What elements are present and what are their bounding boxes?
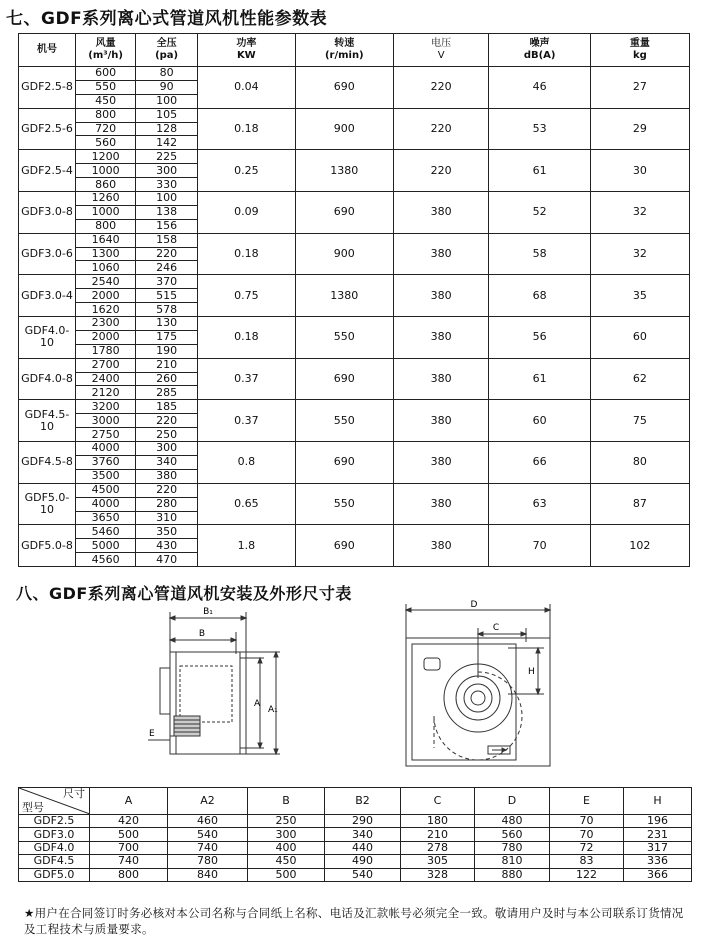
label-e: E [149,729,155,739]
airflow-cell: 450 [75,94,135,108]
pressure-cell: 185 [136,400,198,414]
pressure-cell: 210 [136,358,198,372]
pressure-cell: 158 [136,233,198,247]
section8-title: 八、GDF系列离心管道风机安装及外形尺寸表 [16,584,352,603]
pressure-cell: 260 [136,372,198,386]
pressure-cell: 220 [136,414,198,428]
speed-cell: 690 [295,442,393,484]
dim-value-cell: 300 [248,828,325,841]
voltage-cell: 220 [393,150,489,192]
dim-value-cell: 196 [624,815,692,828]
dim-model-cell: GDF4.5 [19,855,90,868]
header-weight: 重量 kg [590,34,689,67]
header-pressure: 全压 (pa) [136,34,198,67]
airflow-cell: 3500 [75,469,135,483]
pressure-cell: 515 [136,289,198,303]
dim-value-cell: 810 [475,855,550,868]
power-cell: 0.09 [197,192,295,234]
header-airflow: 风量 (m³/h) [75,34,135,67]
model-cell: GDF2.5-4 [19,150,76,192]
pressure-cell: 90 [136,80,198,94]
speed-cell: 690 [295,67,393,109]
pressure-cell: 220 [136,247,198,261]
dim-value-cell: 700 [90,841,168,854]
corner-label-model: 型号 [22,801,44,814]
airflow-cell: 720 [75,122,135,136]
dim-value-cell: 70 [550,815,624,828]
weight-cell: 32 [590,192,689,234]
dim-value-cell: 440 [325,841,401,854]
speed-cell: 1380 [295,150,393,192]
model-cell: GDF3.0-6 [19,233,76,275]
airflow-cell: 2000 [75,289,135,303]
noise-cell: 66 [489,442,590,484]
airflow-cell: 1000 [75,164,135,178]
weight-cell: 87 [590,483,689,525]
dim-value-cell: 780 [475,841,550,854]
airflow-cell: 2750 [75,428,135,442]
airflow-cell: 1060 [75,261,135,275]
table-row [19,192,690,206]
model-cell: GDF3.0-4 [19,275,76,317]
pressure-cell: 142 [136,136,198,150]
label-b: B [198,629,206,639]
power-cell: 0.37 [197,400,295,442]
performance-table [18,33,690,567]
dim-header-c: C [401,788,475,815]
dim-value-cell: 180 [401,815,475,828]
table-row [19,108,690,122]
weight-cell: 102 [590,525,689,567]
label-b1: B₁ [203,607,213,617]
airflow-cell: 4000 [75,442,135,456]
speed-cell: 690 [295,525,393,567]
dim-value-cell: 540 [168,828,248,841]
speed-cell: 550 [295,400,393,442]
performance-table-body [19,67,690,567]
speed-cell: 1380 [295,275,393,317]
noise-cell: 63 [489,483,590,525]
airflow-cell: 4000 [75,497,135,511]
table-row [19,275,690,289]
dim-header-a: A [90,788,168,815]
speed-cell: 900 [295,108,393,150]
airflow-cell: 4500 [75,483,135,497]
pressure-cell: 156 [136,219,198,233]
footnote: ★用户在合同签订时务必核对本公司名称与合同纸上名称、电话及汇款帐号必须完全一致。敬请用户及时与本公司联系订货情况及工程技术与质量要求。 [24,906,684,936]
table-row [19,358,690,372]
pressure-cell: 470 [136,553,198,567]
table-row [19,868,692,881]
dim-value-cell: 122 [550,868,624,881]
performance-header-row [19,34,690,67]
voltage-cell: 380 [393,400,489,442]
speed-cell: 550 [295,317,393,359]
pressure-cell: 100 [136,192,198,206]
pressure-cell: 280 [136,497,198,511]
dim-header-e: E [550,788,624,815]
dimensions-table-body [19,815,692,882]
airflow-cell: 3650 [75,511,135,525]
voltage-cell: 220 [393,67,489,109]
header-noise: 噪声 dB(A) [489,34,590,67]
pressure-cell: 578 [136,303,198,317]
noise-cell: 70 [489,525,590,567]
airflow-cell: 2000 [75,330,135,344]
pressure-cell: 300 [136,442,198,456]
dim-model-cell: GDF3.0 [19,828,90,841]
pressure-cell: 285 [136,386,198,400]
pressure-cell: 128 [136,122,198,136]
header-power: 功率 KW [197,34,295,67]
power-cell: 0.8 [197,442,295,484]
airflow-cell: 1620 [75,303,135,317]
dim-value-cell: 290 [325,815,401,828]
dim-value-cell: 740 [168,841,248,854]
weight-cell: 75 [590,400,689,442]
dim-value-cell: 317 [624,841,692,854]
airflow-cell: 1780 [75,344,135,358]
pressure-cell: 225 [136,150,198,164]
dim-value-cell: 305 [401,855,475,868]
pressure-cell: 340 [136,455,198,469]
noise-cell: 52 [489,192,590,234]
weight-cell: 62 [590,358,689,400]
dim-value-cell: 500 [248,868,325,881]
dim-value-cell: 70 [550,828,624,841]
header-model: 机号 [19,34,76,67]
power-cell: 0.04 [197,67,295,109]
noise-cell: 61 [489,150,590,192]
table-row [19,442,690,456]
table-row [19,233,690,247]
model-cell: GDF5.0-8 [19,525,76,567]
voltage-cell: 380 [393,442,489,484]
table-row [19,150,690,164]
pressure-cell: 250 [136,428,198,442]
table-row [19,815,692,828]
airflow-cell: 1200 [75,150,135,164]
pressure-cell: 350 [136,525,198,539]
fan-front-view-drawing [400,598,560,773]
dim-value-cell: 278 [401,841,475,854]
dim-value-cell: 231 [624,828,692,841]
speed-cell: 690 [295,358,393,400]
speed-cell: 550 [295,483,393,525]
model-cell: GDF4.0-10 [19,317,76,359]
dim-header-b: B [248,788,325,815]
dim-header-h: H [624,788,692,815]
airflow-cell: 2400 [75,372,135,386]
pressure-cell: 370 [136,275,198,289]
noise-cell: 58 [489,233,590,275]
dim-value-cell: 250 [248,815,325,828]
pressure-cell: 175 [136,330,198,344]
dim-model-cell: GDF5.0 [19,868,90,881]
voltage-cell: 220 [393,108,489,150]
label-a1: A₁ [268,705,278,715]
airflow-cell: 1300 [75,247,135,261]
model-cell: GDF2.5-8 [19,67,76,109]
dim-value-cell: 480 [475,815,550,828]
dim-value-cell: 460 [168,815,248,828]
dim-value-cell: 210 [401,828,475,841]
weight-cell: 60 [590,317,689,359]
power-cell: 0.65 [197,483,295,525]
table-row [19,828,692,841]
pressure-cell: 80 [136,67,198,81]
section7-title: 七、GDF系列离心式管道风机性能参数表 [6,9,328,29]
pressure-cell: 190 [136,344,198,358]
airflow-cell: 600 [75,67,135,81]
model-cell: GDF5.0-10 [19,483,76,525]
dim-header-b2: B2 [325,788,401,815]
dim-value-cell: 366 [624,868,692,881]
dim-value-cell: 740 [90,855,168,868]
header-speed: 转速 (r/min) [295,34,393,67]
pressure-cell: 130 [136,317,198,331]
dim-value-cell: 560 [475,828,550,841]
airflow-cell: 2300 [75,317,135,331]
dim-value-cell: 840 [168,868,248,881]
voltage-cell: 380 [393,358,489,400]
dim-value-cell: 780 [168,855,248,868]
dim-model-cell: GDF4.0 [19,841,90,854]
weight-cell: 30 [590,150,689,192]
airflow-cell: 2120 [75,386,135,400]
dim-value-cell: 400 [248,841,325,854]
noise-cell: 53 [489,108,590,150]
voltage-cell: 380 [393,483,489,525]
corner-label-size: 尺寸 [63,787,85,800]
voltage-cell: 380 [393,275,489,317]
model-cell: GDF4.0-8 [19,358,76,400]
table-row [19,317,690,331]
airflow-cell: 550 [75,80,135,94]
label-a: A [254,699,261,709]
noise-cell: 60 [489,400,590,442]
label-c: C [492,623,500,633]
dim-header-a2: A2 [168,788,248,815]
weight-cell: 80 [590,442,689,484]
speed-cell: 690 [295,192,393,234]
fan-side-view-drawing [140,604,320,764]
airflow-cell: 1000 [75,205,135,219]
airflow-cell: 4560 [75,553,135,567]
dim-value-cell: 540 [325,868,401,881]
model-cell: GDF4.5-10 [19,400,76,442]
dim-value-cell: 800 [90,868,168,881]
dim-value-cell: 336 [624,855,692,868]
dim-value-cell: 328 [401,868,475,881]
noise-cell: 46 [489,67,590,109]
table-row [19,400,690,414]
power-cell: 0.18 [197,233,295,275]
airflow-cell: 1640 [75,233,135,247]
dim-header-d: D [475,788,550,815]
pressure-cell: 138 [136,205,198,219]
airflow-cell: 3760 [75,455,135,469]
table-row [19,483,690,497]
label-d: D [470,600,478,610]
airflow-cell: 2540 [75,275,135,289]
airflow-cell: 860 [75,178,135,192]
header-voltage: 电压 V [393,34,489,67]
pressure-cell: 330 [136,178,198,192]
voltage-cell: 380 [393,192,489,234]
model-cell: GDF2.5-6 [19,108,76,150]
noise-cell: 68 [489,275,590,317]
pressure-cell: 380 [136,469,198,483]
pressure-cell: 100 [136,94,198,108]
weight-cell: 32 [590,233,689,275]
dim-value-cell: 450 [248,855,325,868]
pressure-cell: 246 [136,261,198,275]
dim-value-cell: 72 [550,841,624,854]
noise-cell: 61 [489,358,590,400]
dimensions-corner-cell [19,788,90,815]
table-row [19,525,690,539]
dim-value-cell: 420 [90,815,168,828]
power-cell: 0.75 [197,275,295,317]
airflow-cell: 800 [75,108,135,122]
dim-value-cell: 83 [550,855,624,868]
airflow-cell: 2700 [75,358,135,372]
noise-cell: 56 [489,317,590,359]
model-cell: GDF3.0-8 [19,192,76,234]
voltage-cell: 380 [393,525,489,567]
label-h: H [528,667,535,677]
dim-model-cell: GDF2.5 [19,815,90,828]
dim-value-cell: 340 [325,828,401,841]
voltage-cell: 380 [393,317,489,359]
dim-value-cell: 880 [475,868,550,881]
dim-value-cell: 490 [325,855,401,868]
dimensions-table [18,787,692,882]
pressure-cell: 430 [136,539,198,553]
weight-cell: 35 [590,275,689,317]
airflow-cell: 800 [75,219,135,233]
pressure-cell: 300 [136,164,198,178]
airflow-cell: 5460 [75,525,135,539]
power-cell: 0.25 [197,150,295,192]
voltage-cell: 380 [393,233,489,275]
pressure-cell: 105 [136,108,198,122]
speed-cell: 900 [295,233,393,275]
table-row [19,67,690,81]
power-cell: 0.37 [197,358,295,400]
pressure-cell: 220 [136,483,198,497]
dim-value-cell: 500 [90,828,168,841]
weight-cell: 27 [590,67,689,109]
dimensions-header-row [19,788,692,815]
power-cell: 0.18 [197,317,295,359]
power-cell: 0.18 [197,108,295,150]
airflow-cell: 560 [75,136,135,150]
power-cell: 1.8 [197,525,295,567]
table-row [19,841,692,854]
weight-cell: 29 [590,108,689,150]
airflow-cell: 1260 [75,192,135,206]
airflow-cell: 3200 [75,400,135,414]
model-cell: GDF4.5-8 [19,442,76,484]
airflow-cell: 5000 [75,539,135,553]
table-row [19,855,692,868]
airflow-cell: 3000 [75,414,135,428]
pressure-cell: 310 [136,511,198,525]
